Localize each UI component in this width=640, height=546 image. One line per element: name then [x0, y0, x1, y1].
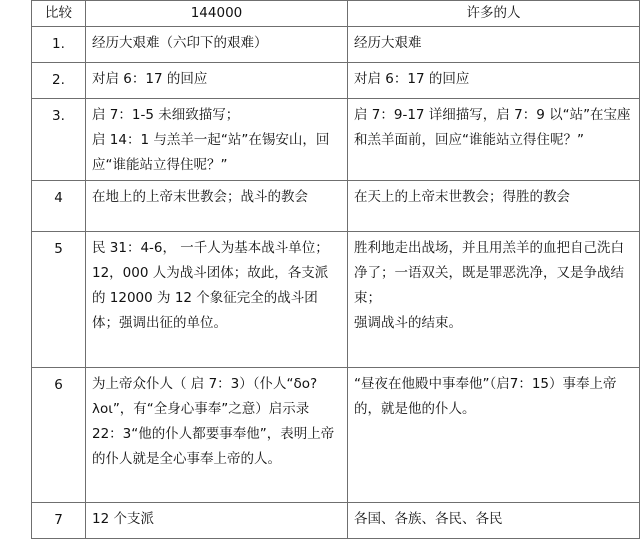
cell-text: 对启 6：17 的回应 [354, 71, 470, 87]
cell-text: 各国、各族、各民、各民 [354, 511, 503, 527]
row-number: 1. [32, 27, 86, 63]
cell-text: 为上帝众仆人（ 启 7：3）（仆人“δο?λοι”，有“全身心事奉”之意）启示录 22：3“他的仆人都要事奉他”，表明上帝的仆人就是全心事奉上帝的人。 [92, 376, 335, 467]
cell-great-multitude [348, 232, 640, 368]
table-row [32, 232, 640, 368]
comparison-table [31, 0, 640, 539]
row-number: 5 [32, 232, 86, 368]
cell-144000 [86, 368, 348, 503]
table-header-row [32, 1, 640, 27]
row-number: 4 [32, 181, 86, 232]
cell-144000 [86, 63, 348, 99]
cell-great-multitude [348, 181, 640, 232]
table-row [32, 27, 640, 63]
cell-great-multitude [348, 368, 640, 503]
cell-great-multitude [348, 503, 640, 539]
comparison-table-wrapper [31, 0, 640, 539]
cell-text: 民 31：4-6， 一千人为基本战斗单位；12，000 人为战斗团体；故此，各支派的 12000 为 12 个象征完全的战斗团体；强调出征的单位。 [92, 240, 329, 331]
cell-text: 启 7：9-17 详细描写，启 7：9 以“站”在宝座和羔羊面前，回应“谁能站立得住呢？” [354, 107, 631, 148]
row-number: 3. [32, 99, 86, 181]
header-compare: 比较 [32, 1, 86, 27]
cell-text: 在地上的上帝末世教会；战斗的教会 [92, 189, 308, 205]
header-144000: 144000 [86, 1, 348, 27]
table-row [32, 63, 640, 99]
table-row [32, 503, 640, 539]
table-row [32, 368, 640, 503]
cell-text: 强调战斗的结束。 [354, 315, 462, 331]
cell-144000 [86, 181, 348, 232]
cell-text: 在天上的上帝末世教会；得胜的教会 [354, 189, 570, 205]
row-number: 7 [32, 503, 86, 539]
cell-text: 胜利地走出战场，并且用羔羊的血把自己洗白净了；一语双关，既是罪恶洗净，又是争战结束； [354, 240, 624, 306]
cell-text: 对启 6：17 的回应 [92, 71, 208, 87]
cell-144000 [86, 503, 348, 539]
cell-great-multitude [348, 27, 640, 63]
row-number: 6 [32, 368, 86, 503]
cell-text: 经历大艰难 [354, 35, 422, 51]
cell-text: “昼夜在他殿中事奉他”（启7：15）事奉上帝的，就是他的仆人。 [354, 376, 617, 417]
cell-text: 经历大艰难（六印下的艰难） [92, 35, 268, 51]
table-row [32, 99, 640, 181]
cell-144000 [86, 232, 348, 368]
row-number: 2. [32, 63, 86, 99]
cell-144000 [86, 99, 348, 181]
cell-text: 启 7：1-5 未细致描写； [92, 107, 240, 123]
cell-great-multitude [348, 99, 640, 181]
table-row [32, 181, 640, 232]
cell-144000 [86, 27, 348, 63]
cell-text: 启 14：1 与羔羊一起“站”在锡安山，回应“谁能站立得住呢？” [92, 132, 330, 173]
cell-great-multitude [348, 63, 640, 99]
header-great-multitude: 许多的人 [348, 1, 640, 27]
cell-text: 12 个支派 [92, 511, 154, 527]
